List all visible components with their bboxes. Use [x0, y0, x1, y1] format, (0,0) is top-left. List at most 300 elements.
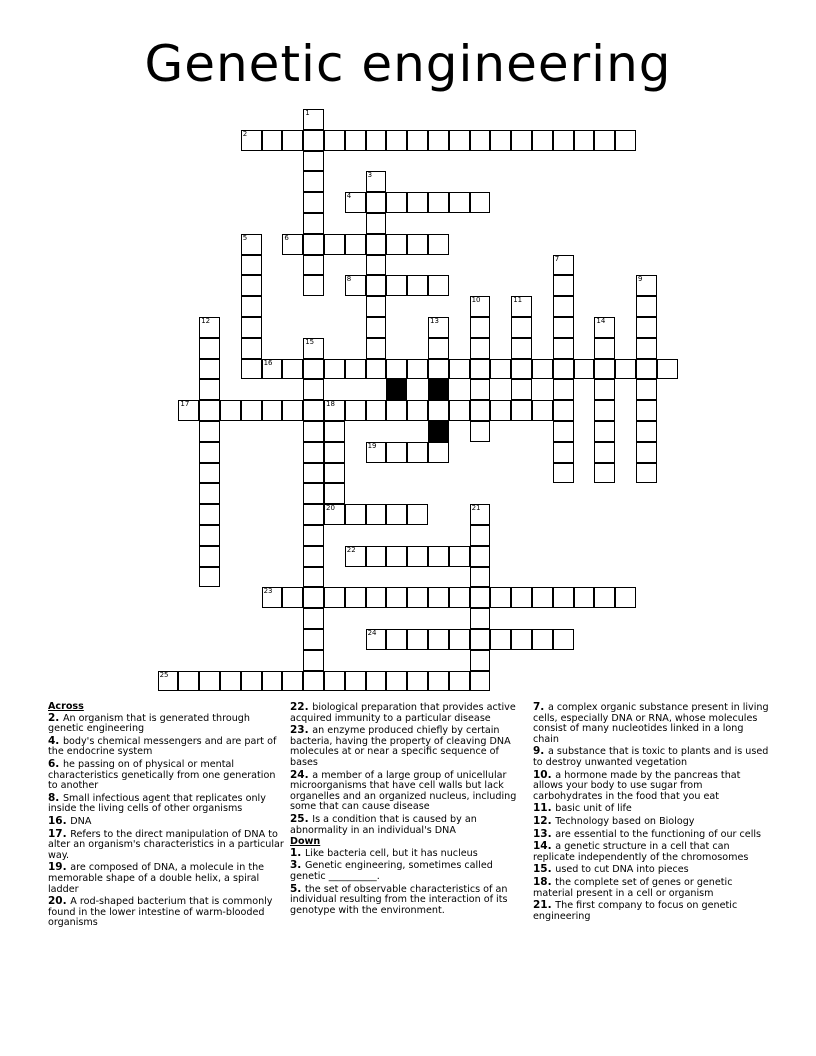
- grid-cell[interactable]: [303, 275, 324, 296]
- clue-number-label: 16.: [48, 814, 71, 827]
- grid-cell[interactable]: [511, 629, 532, 650]
- grid-cell[interactable]: [553, 400, 574, 421]
- grid-cell[interactable]: [220, 400, 241, 421]
- across-clue: [48, 793, 284, 815]
- clue-number: 17: [180, 400, 190, 409]
- grid-cell[interactable]: [303, 171, 324, 192]
- grid-cell[interactable]: [241, 671, 262, 692]
- across-clue: [48, 759, 284, 792]
- grid-cell[interactable]: [345, 504, 366, 525]
- grid-cell[interactable]: [490, 130, 511, 151]
- grid-cell[interactable]: [615, 130, 636, 151]
- grid-cell[interactable]: [594, 421, 615, 442]
- grid-cell[interactable]: [366, 130, 387, 151]
- across-clue: [48, 896, 284, 929]
- grid-cell[interactable]: [470, 192, 491, 213]
- grid-cell[interactable]: [553, 463, 574, 484]
- grid-cell[interactable]: [553, 317, 574, 338]
- grid-cell[interactable]: [428, 359, 449, 380]
- clues-column-1: [48, 702, 284, 930]
- grid-cell[interactable]: [407, 130, 428, 151]
- grid-cell[interactable]: [470, 587, 491, 608]
- grid-cell[interactable]: [324, 359, 345, 380]
- grid-cell[interactable]: [407, 671, 428, 692]
- grid-cell[interactable]: [490, 359, 511, 380]
- grid-cell[interactable]: [199, 671, 220, 692]
- down-clue: [533, 746, 769, 768]
- grid-cell[interactable]: [241, 296, 262, 317]
- grid-cell[interactable]: [303, 192, 324, 213]
- grid-cell[interactable]: [345, 192, 366, 213]
- grid-cell[interactable]: [303, 213, 324, 234]
- grid-cell[interactable]: [303, 234, 324, 255]
- grid-cell[interactable]: [345, 130, 366, 151]
- clue-text: the set of observable characteristics of an individual resulting from the interaction of its genotype with the environment.: [290, 883, 508, 916]
- grid-cell[interactable]: [532, 130, 553, 151]
- grid-cell[interactable]: [303, 650, 324, 671]
- grid-cell[interactable]: [282, 587, 303, 608]
- grid-cell[interactable]: [199, 463, 220, 484]
- across-clue: [290, 814, 522, 836]
- grid-cell[interactable]: [511, 359, 532, 380]
- grid-cell[interactable]: [303, 130, 324, 151]
- grid-cell[interactable]: [199, 400, 220, 421]
- grid-cell[interactable]: [303, 483, 324, 504]
- grid-cell[interactable]: [366, 359, 387, 380]
- grid-cell[interactable]: [366, 171, 387, 192]
- grid-cell[interactable]: [470, 421, 491, 442]
- across-clue: [290, 702, 522, 724]
- grid-cell[interactable]: [407, 587, 428, 608]
- grid-cell[interactable]: [386, 400, 407, 421]
- down-clue: [533, 900, 769, 922]
- across-heading: Across: [48, 701, 84, 712]
- grid-cell[interactable]: [303, 546, 324, 567]
- grid-cell[interactable]: [449, 671, 470, 692]
- grid-cell[interactable]: [262, 671, 283, 692]
- grid-cell[interactable]: [282, 359, 303, 380]
- grid-cell[interactable]: [553, 130, 574, 151]
- grid-cell[interactable]: [386, 192, 407, 213]
- grid-cell[interactable]: [345, 400, 366, 421]
- clue-number: 11: [513, 296, 523, 305]
- across-clue: [48, 862, 284, 895]
- grid-cell[interactable]: [428, 400, 449, 421]
- grid-cell[interactable]: [594, 379, 615, 400]
- grid-cell[interactable]: [407, 400, 428, 421]
- grid-cell[interactable]: [241, 338, 262, 359]
- grid-cell[interactable]: [324, 400, 345, 421]
- clue-text: An organism that is generated through genetic engineering: [48, 712, 250, 735]
- grid-cell[interactable]: [303, 608, 324, 629]
- across-clue: [48, 713, 284, 735]
- grid-cell[interactable]: [366, 296, 387, 317]
- clue-number-label: 18.: [533, 875, 556, 888]
- grid-cell[interactable]: [303, 442, 324, 463]
- grid-cell[interactable]: [241, 317, 262, 338]
- clue-number-label: 7.: [533, 701, 548, 713]
- grid-cell[interactable]: [470, 608, 491, 629]
- clue-number-label: 3.: [290, 859, 305, 872]
- clue-number: 22: [346, 545, 356, 554]
- grid-cell[interactable]: [449, 629, 470, 650]
- clue-number: 6: [284, 233, 289, 242]
- clue-text: are composed of DNA, a molecule in the memorable shape of a double helix, a spiral ladder: [48, 862, 265, 895]
- grid-cell[interactable]: [594, 338, 615, 359]
- grid-cell[interactable]: [449, 130, 470, 151]
- grid-cell[interactable]: [470, 400, 491, 421]
- grid-cell[interactable]: [386, 671, 407, 692]
- grid-cell[interactable]: [220, 671, 241, 692]
- grid-cell[interactable]: [407, 629, 428, 650]
- clue-number: 5: [242, 233, 248, 242]
- clue-text: basic unit of life: [555, 803, 632, 815]
- grid-cell[interactable]: [262, 359, 283, 380]
- grid-cell[interactable]: [303, 525, 324, 546]
- clue-text: Is a condition that is caused by an abnormality in an individual's DNA: [290, 813, 477, 836]
- grid-cell[interactable]: [449, 192, 470, 213]
- grid-cell[interactable]: [407, 504, 428, 525]
- grid-cell[interactable]: [366, 546, 387, 567]
- grid-cell[interactable]: [470, 671, 491, 692]
- grid-cell[interactable]: [615, 587, 636, 608]
- grid-cell[interactable]: [636, 338, 657, 359]
- grid-cell[interactable]: [553, 629, 574, 650]
- grid-cell[interactable]: [407, 275, 428, 296]
- grid-cell[interactable]: [282, 671, 303, 692]
- grid-cell[interactable]: [199, 546, 220, 567]
- grid-cell[interactable]: [282, 400, 303, 421]
- across-clue: [48, 829, 284, 862]
- grid-cell[interactable]: [386, 442, 407, 463]
- grid-cell[interactable]: [553, 338, 574, 359]
- grid-cell[interactable]: [199, 421, 220, 442]
- grid-cell[interactable]: [199, 504, 220, 525]
- grid-cell[interactable]: [324, 463, 345, 484]
- grid-cell[interactable]: [241, 359, 262, 380]
- grid-cell[interactable]: [199, 317, 220, 338]
- clue-number: 10: [471, 296, 481, 305]
- grid-cell[interactable]: [511, 379, 532, 400]
- grid-cell[interactable]: [199, 359, 220, 380]
- grid-cell[interactable]: [407, 359, 428, 380]
- clue-text: Like bacteria cell, but it has nucleus: [304, 847, 478, 859]
- grid-cell[interactable]: [428, 338, 449, 359]
- grid-cell[interactable]: [594, 463, 615, 484]
- grid-cell[interactable]: [407, 442, 428, 463]
- grid-cell[interactable]: [386, 359, 407, 380]
- down-clue: [533, 816, 769, 828]
- grid-cell[interactable]: [262, 587, 283, 608]
- grid-cell[interactable]: [449, 359, 470, 380]
- grid-cell[interactable]: [511, 130, 532, 151]
- clue-number-label: 10.: [533, 768, 556, 781]
- grid-cell[interactable]: [386, 234, 407, 255]
- grid-cell[interactable]: [324, 483, 345, 504]
- grid-cell[interactable]: [407, 546, 428, 567]
- black-cell: [428, 421, 449, 442]
- grid-cell[interactable]: [636, 400, 657, 421]
- page-title: Genetic engineering: [144, 35, 672, 93]
- grid-cell[interactable]: [303, 255, 324, 276]
- grid-cell[interactable]: [386, 546, 407, 567]
- clue-number-label: 20.: [48, 895, 71, 908]
- clue-number: 7: [554, 254, 560, 263]
- grid-cell[interactable]: [428, 192, 449, 213]
- clue-number: 12: [201, 317, 211, 325]
- clue-number-label: 12.: [533, 814, 556, 827]
- grid-cell[interactable]: [345, 671, 366, 692]
- grid-cell[interactable]: [324, 587, 345, 608]
- grid-cell[interactable]: [366, 400, 387, 421]
- grid-cell[interactable]: [594, 359, 615, 380]
- clue-text: an enzyme produced chiefly by certain bacteria, having the property of cleaving DNA molecules at or near a specific sequence of bases: [290, 725, 511, 768]
- grid-cell[interactable]: [553, 359, 574, 380]
- grid-cell[interactable]: [324, 442, 345, 463]
- grid-cell[interactable]: [158, 671, 179, 692]
- grid-cell[interactable]: [553, 296, 574, 317]
- clue-number: 1: [305, 109, 310, 117]
- across-clue: [48, 736, 284, 758]
- grid-cell[interactable]: [574, 587, 595, 608]
- grid-cell[interactable]: [594, 400, 615, 421]
- grid-cell[interactable]: [470, 567, 491, 588]
- grid-cell[interactable]: [345, 546, 366, 567]
- grid-cell[interactable]: [366, 671, 387, 692]
- clue-number-label: 4.: [48, 734, 63, 747]
- grid-cell[interactable]: [303, 587, 324, 608]
- grid-cell[interactable]: [511, 317, 532, 338]
- grid-cell[interactable]: [366, 275, 387, 296]
- grid-cell[interactable]: [262, 130, 283, 151]
- clue-number: 2: [242, 129, 248, 138]
- grid-cell[interactable]: [366, 442, 387, 463]
- grid-cell[interactable]: [428, 275, 449, 296]
- clue-number: 24: [367, 629, 377, 637]
- grid-cell[interactable]: [324, 504, 345, 525]
- grid-cell[interactable]: [449, 546, 470, 567]
- grid-cell[interactable]: [199, 379, 220, 400]
- grid-cell[interactable]: [511, 296, 532, 317]
- grid-cell[interactable]: [511, 587, 532, 608]
- grid-cell[interactable]: [345, 275, 366, 296]
- clue-text: a substance that is toxic to plants and is used to destroy unwanted vegetation: [533, 746, 769, 768]
- grid-cell[interactable]: [303, 629, 324, 650]
- grid-cell[interactable]: [574, 359, 595, 380]
- grid-cell[interactable]: [303, 400, 324, 421]
- grid-cell[interactable]: [282, 130, 303, 151]
- grid-cell[interactable]: [407, 234, 428, 255]
- grid-cell[interactable]: [636, 379, 657, 400]
- clue-text: The first company to focus on genetic engineering: [533, 900, 738, 922]
- grid-cell[interactable]: [366, 317, 387, 338]
- grid-cell[interactable]: [178, 671, 199, 692]
- grid-cell[interactable]: [199, 442, 220, 463]
- grid-cell[interactable]: [303, 109, 324, 130]
- grid-cell[interactable]: [470, 130, 491, 151]
- grid-cell[interactable]: [303, 151, 324, 172]
- grid-cell[interactable]: [303, 463, 324, 484]
- grid-cell[interactable]: [366, 587, 387, 608]
- grid-cell[interactable]: [199, 567, 220, 588]
- grid-cell[interactable]: [449, 587, 470, 608]
- grid-cell[interactable]: [366, 338, 387, 359]
- grid-cell[interactable]: [511, 400, 532, 421]
- grid-cell[interactable]: [428, 587, 449, 608]
- grid-cell[interactable]: [553, 379, 574, 400]
- grid-cell[interactable]: [470, 546, 491, 567]
- grid-cell[interactable]: [553, 275, 574, 296]
- clue-number-label: 21.: [533, 899, 556, 912]
- grid-cell[interactable]: [178, 400, 199, 421]
- grid-cell[interactable]: [241, 255, 262, 276]
- grid-cell[interactable]: [636, 421, 657, 442]
- down-clue: [290, 848, 522, 860]
- clue-number-label: 14.: [533, 840, 556, 853]
- grid-cell[interactable]: [449, 400, 470, 421]
- grid-cell[interactable]: [324, 234, 345, 255]
- grid-cell[interactable]: [636, 275, 657, 296]
- grid-cell[interactable]: [532, 629, 553, 650]
- grid-cell[interactable]: [366, 192, 387, 213]
- clue-number: 20: [326, 504, 335, 513]
- clue-number: 16: [263, 358, 273, 367]
- clue-text: body's chemical messengers and are part of the endocrine system: [48, 735, 277, 758]
- clue-number-label: 13.: [533, 827, 556, 840]
- grid-cell[interactable]: [553, 421, 574, 442]
- clue-text: Small infectious agent that replicates only inside the living cells of other organisms: [48, 792, 266, 815]
- grid-cell[interactable]: [303, 338, 324, 359]
- clue-text: Technology based on Biology: [555, 815, 695, 827]
- clue-text: used to cut DNA into pieces: [555, 864, 689, 876]
- grid-cell[interactable]: [594, 587, 615, 608]
- grid-cell[interactable]: [470, 629, 491, 650]
- across-clue: [48, 816, 284, 828]
- grid-cell[interactable]: [490, 587, 511, 608]
- grid-cell[interactable]: [345, 587, 366, 608]
- grid-cell[interactable]: [386, 587, 407, 608]
- grid-cell[interactable]: [428, 317, 449, 338]
- grid-cell[interactable]: [303, 671, 324, 692]
- clue-number-label: 25.: [290, 812, 313, 825]
- grid-cell[interactable]: [636, 317, 657, 338]
- grid-cell[interactable]: [553, 255, 574, 276]
- grid-cell[interactable]: [199, 483, 220, 504]
- grid-cell[interactable]: [636, 296, 657, 317]
- grid-cell[interactable]: [636, 359, 657, 380]
- clue-number: 15: [305, 337, 315, 346]
- grid-cell[interactable]: [532, 587, 553, 608]
- grid-cell[interactable]: [241, 400, 262, 421]
- grid-cell[interactable]: [470, 504, 491, 525]
- clue-text: the complete set of genes or genetic material present in a cell or organism: [533, 876, 733, 899]
- grid-cell[interactable]: [657, 359, 678, 380]
- grid-cell[interactable]: [428, 629, 449, 650]
- grid-cell[interactable]: [594, 130, 615, 151]
- grid-cell[interactable]: [470, 379, 491, 400]
- grid-cell[interactable]: [428, 442, 449, 463]
- black-cell: [428, 379, 449, 400]
- grid-cell[interactable]: [511, 338, 532, 359]
- grid-cell[interactable]: [366, 213, 387, 234]
- grid-cell[interactable]: [282, 234, 303, 255]
- grid-cell[interactable]: [636, 442, 657, 463]
- grid-cell[interactable]: [386, 275, 407, 296]
- grid-cell[interactable]: [303, 359, 324, 380]
- grid-cell[interactable]: [199, 525, 220, 546]
- grid-cell[interactable]: [490, 629, 511, 650]
- grid-cell[interactable]: [386, 504, 407, 525]
- grid-cell[interactable]: [553, 587, 574, 608]
- grid-cell[interactable]: [199, 338, 220, 359]
- clue-number: 9: [638, 275, 643, 284]
- grid-cell[interactable]: [470, 296, 491, 317]
- grid-cell[interactable]: [428, 671, 449, 692]
- clue-number-label: 2.: [48, 711, 63, 724]
- grid-cell[interactable]: [594, 442, 615, 463]
- grid-cell[interactable]: [386, 130, 407, 151]
- grid-cell[interactable]: [490, 400, 511, 421]
- grid-cell[interactable]: [428, 546, 449, 567]
- clue-number-label: 19.: [48, 861, 71, 874]
- grid-cell[interactable]: [428, 234, 449, 255]
- down-clue: [533, 877, 769, 899]
- grid-cell[interactable]: [262, 400, 283, 421]
- grid-cell[interactable]: [470, 650, 491, 671]
- grid-cell[interactable]: [532, 359, 553, 380]
- grid-cell[interactable]: [241, 234, 262, 255]
- grid-cell[interactable]: [366, 504, 387, 525]
- clue-number: 8: [346, 275, 352, 284]
- grid-cell[interactable]: [615, 359, 636, 380]
- grid-cell[interactable]: [532, 400, 553, 421]
- grid-cell[interactable]: [303, 421, 324, 442]
- clues-column-2: [290, 702, 522, 917]
- grid-cell[interactable]: [553, 442, 574, 463]
- grid-cell[interactable]: [366, 234, 387, 255]
- down-heading: Down: [290, 836, 321, 848]
- grid-cell[interactable]: [366, 255, 387, 276]
- grid-cell[interactable]: [303, 379, 324, 400]
- grid-cell[interactable]: [324, 421, 345, 442]
- clue-text: a complex organic substance present in living cells, especially DNA or RNA, whose molecules consist of many nucleotides linked in a long chain: [533, 702, 769, 745]
- down-clue: [290, 860, 522, 882]
- grid-cell[interactable]: [470, 359, 491, 380]
- grid-cell[interactable]: [428, 130, 449, 151]
- grid-cell[interactable]: [345, 234, 366, 255]
- clue-number-label: 1.: [290, 846, 305, 859]
- grid-cell[interactable]: [241, 130, 262, 151]
- grid-cell[interactable]: [303, 567, 324, 588]
- grid-cell[interactable]: [470, 338, 491, 359]
- grid-cell[interactable]: [636, 463, 657, 484]
- grid-cell[interactable]: [324, 130, 345, 151]
- grid-cell[interactable]: [470, 525, 491, 546]
- grid-cell[interactable]: [594, 317, 615, 338]
- grid-cell[interactable]: [366, 629, 387, 650]
- grid-cell[interactable]: [407, 192, 428, 213]
- across-clue: [290, 770, 522, 813]
- grid-cell[interactable]: [241, 275, 262, 296]
- grid-cell[interactable]: [345, 359, 366, 380]
- grid-cell[interactable]: [574, 130, 595, 151]
- grid-cell[interactable]: [303, 504, 324, 525]
- grid-cell[interactable]: [470, 317, 491, 338]
- clue-number: 13: [430, 317, 439, 325]
- grid-cell[interactable]: [324, 671, 345, 692]
- grid-cell[interactable]: [386, 629, 407, 650]
- clue-number: 4: [346, 192, 352, 201]
